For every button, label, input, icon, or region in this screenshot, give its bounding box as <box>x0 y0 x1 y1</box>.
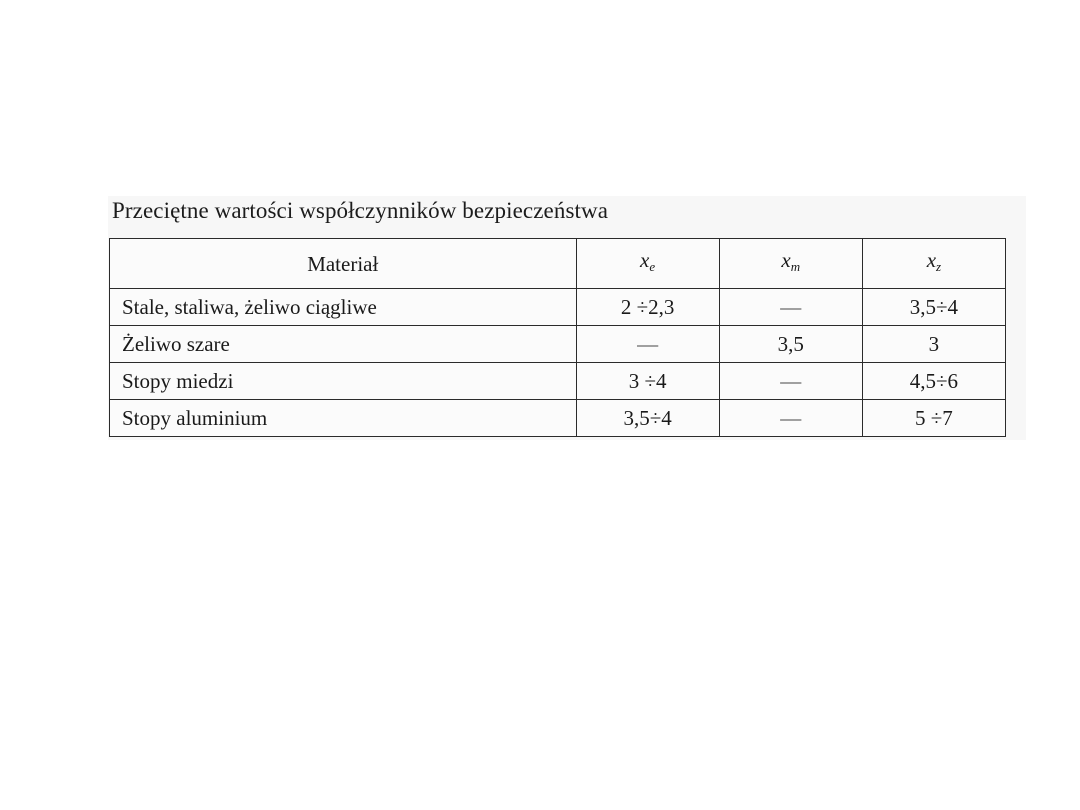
cell-xm: — <box>719 400 862 437</box>
cell-xm: — <box>719 363 862 400</box>
cell-xz: 4,5÷6 <box>862 363 1005 400</box>
cell-xm: — <box>719 289 862 326</box>
table-row <box>110 400 1006 437</box>
header-xz-sub: z <box>936 259 942 274</box>
table-row <box>110 289 1006 326</box>
cell-xe: — <box>576 326 719 363</box>
cell-xz: 5 ÷7 <box>862 400 1005 437</box>
row-material: Żeliwo szare <box>110 326 577 363</box>
header-xm-base: x <box>781 248 791 272</box>
header-xm-sub: m <box>790 259 801 274</box>
cell-xm: 3,5 <box>719 326 862 363</box>
header-xe-sub: e <box>649 259 656 274</box>
table-header-row <box>110 239 1006 289</box>
header-xe <box>576 239 719 289</box>
header-xz <box>862 239 1005 289</box>
table-caption: Przeciętne wartości współczynników bezpieczeństwa <box>112 198 609 223</box>
safety-factor-table <box>109 238 1006 437</box>
cell-xz: 3 <box>862 326 1005 363</box>
cell-xe: 3 ÷4 <box>576 363 719 400</box>
cell-xe: 2 ÷2,3 <box>576 289 719 326</box>
row-material: Stale, staliwa, żeliwo ciągliwe <box>110 289 577 326</box>
table-row <box>110 326 1006 363</box>
row-material: Stopy aluminium <box>110 400 577 437</box>
row-material: Stopy miedzi <box>110 363 577 400</box>
header-xz-base: x <box>926 248 937 272</box>
table-row <box>110 363 1006 400</box>
cell-xz: 3,5÷4 <box>862 289 1005 326</box>
header-xe-base: x <box>640 248 650 272</box>
cell-xe: 3,5÷4 <box>576 400 719 437</box>
header-material: Materiał <box>110 239 577 289</box>
header-xm <box>719 239 862 289</box>
